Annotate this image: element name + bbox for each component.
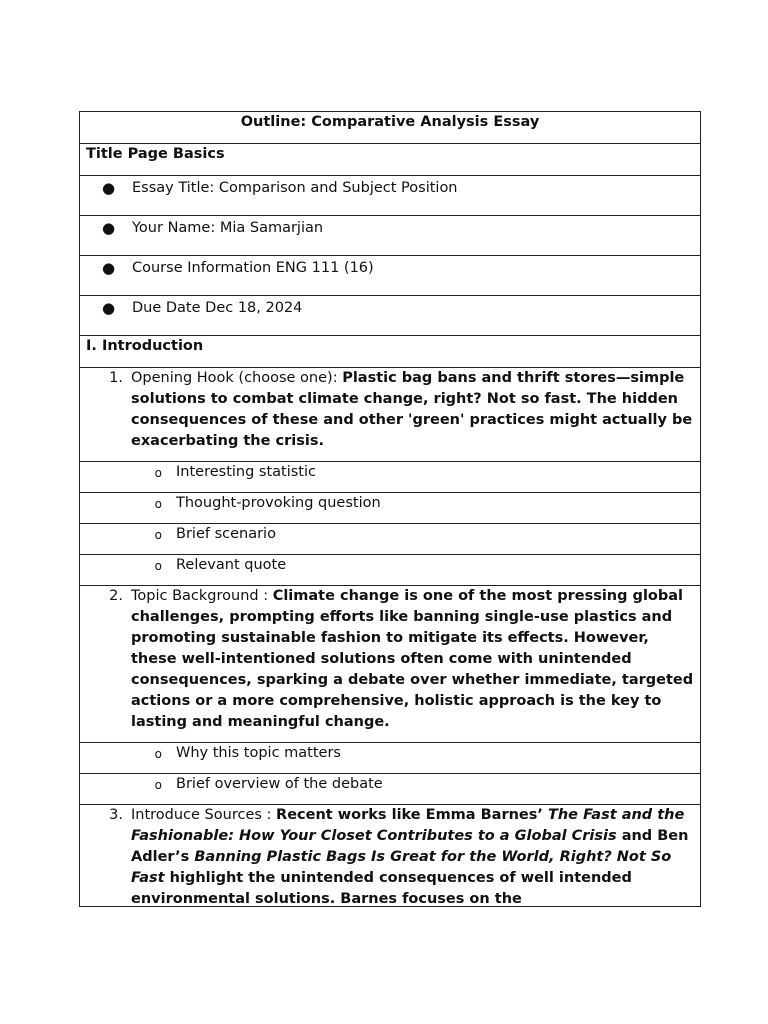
title-page-item xyxy=(80,216,701,256)
introduce-sources-cell xyxy=(80,805,701,907)
hook-option-text: Brief scenario xyxy=(176,526,276,542)
background-point xyxy=(80,743,701,774)
your-name-text: Your Name: Mia Samarjian xyxy=(132,220,324,236)
circle-bullet-icon: o xyxy=(154,559,162,573)
source-title-barnes: The Fast and the Fashionable: How Your Closet Contributes to a Global Crisis xyxy=(131,807,685,844)
topic-background-text: Climate change is one of the most pressing global challenges, prompting efforts like banning single-use plastics and promoting sustainable fashion to mitigate its effects. However, these well-intentioned solutions often come with unintended consequences, sparking a debate over whether immediate, targeted actions or a more comprehensive, holistic approach is the key to lasting and meaningful change. xyxy=(131,588,694,730)
sources-text-a: Recent works like Emma Barnes’ xyxy=(276,807,548,823)
sources-text-b: and Ben Adler’s xyxy=(131,828,689,865)
list-number: 1. xyxy=(109,370,123,386)
title-page-heading: Title Page Basics xyxy=(86,146,225,162)
topic-background-cell xyxy=(80,586,701,743)
hook-option xyxy=(80,462,701,493)
background-point-text: Why this topic matters xyxy=(176,745,341,761)
hook-option-text: Interesting statistic xyxy=(176,464,316,480)
due-date-text: Due Date Dec 18, 2024 xyxy=(132,300,303,316)
introduce-sources-label: Introduce Sources : xyxy=(131,807,277,823)
hook-option-text: Thought-provoking question xyxy=(176,495,381,511)
circle-bullet-icon: o xyxy=(154,466,162,480)
bullet-icon: ● xyxy=(102,259,116,277)
bullet-icon: ● xyxy=(102,179,116,197)
bullet-icon: ● xyxy=(102,219,116,237)
hook-option xyxy=(80,524,701,555)
introduction-heading-cell xyxy=(80,336,701,368)
background-point-text: Brief overview of the debate xyxy=(176,776,383,792)
circle-bullet-icon: o xyxy=(154,497,162,511)
opening-hook-cell xyxy=(80,368,701,462)
list-number: 3. xyxy=(109,807,123,823)
title-page-item xyxy=(80,256,701,296)
bullet-icon: ● xyxy=(102,299,116,317)
title-page-item xyxy=(80,296,701,336)
title-page-heading-cell xyxy=(80,144,701,176)
outline-table xyxy=(79,111,701,907)
circle-bullet-icon: o xyxy=(154,528,162,542)
course-info-text: Course Information ENG 111 (16) xyxy=(132,260,374,276)
opening-hook-text: Plastic bag bans and thrift stores—simple solutions to combat climate change, right? Not so fast. The hidden consequences of these and other 'green' practices might actually be exacerbating the crisis. xyxy=(131,370,693,449)
source-title-adler: Banning Plastic Bags Is Great for the World, Right? Not So Fast xyxy=(131,849,672,886)
title-page-item xyxy=(80,176,701,216)
introduction-heading: I. Introduction xyxy=(86,338,204,354)
circle-bullet-icon: o xyxy=(154,778,162,792)
hook-option xyxy=(80,493,701,524)
outline-title: Outline: Comparative Analysis Essay xyxy=(240,114,540,130)
circle-bullet-icon: o xyxy=(154,747,162,761)
sources-text-c: highlight the unintended consequences of well intended environmental solutions. Barnes focuses on the xyxy=(131,870,632,906)
opening-hook-label: Opening Hook (choose one): xyxy=(131,370,343,386)
outline-title-cell xyxy=(80,112,701,144)
topic-background-label: Topic Background : xyxy=(131,588,273,604)
list-number: 2. xyxy=(109,588,123,604)
background-point xyxy=(80,774,701,805)
hook-option-text: Relevant quote xyxy=(176,557,287,573)
hook-option xyxy=(80,555,701,586)
essay-title-text: Essay Title: Comparison and Subject Position xyxy=(132,180,458,196)
